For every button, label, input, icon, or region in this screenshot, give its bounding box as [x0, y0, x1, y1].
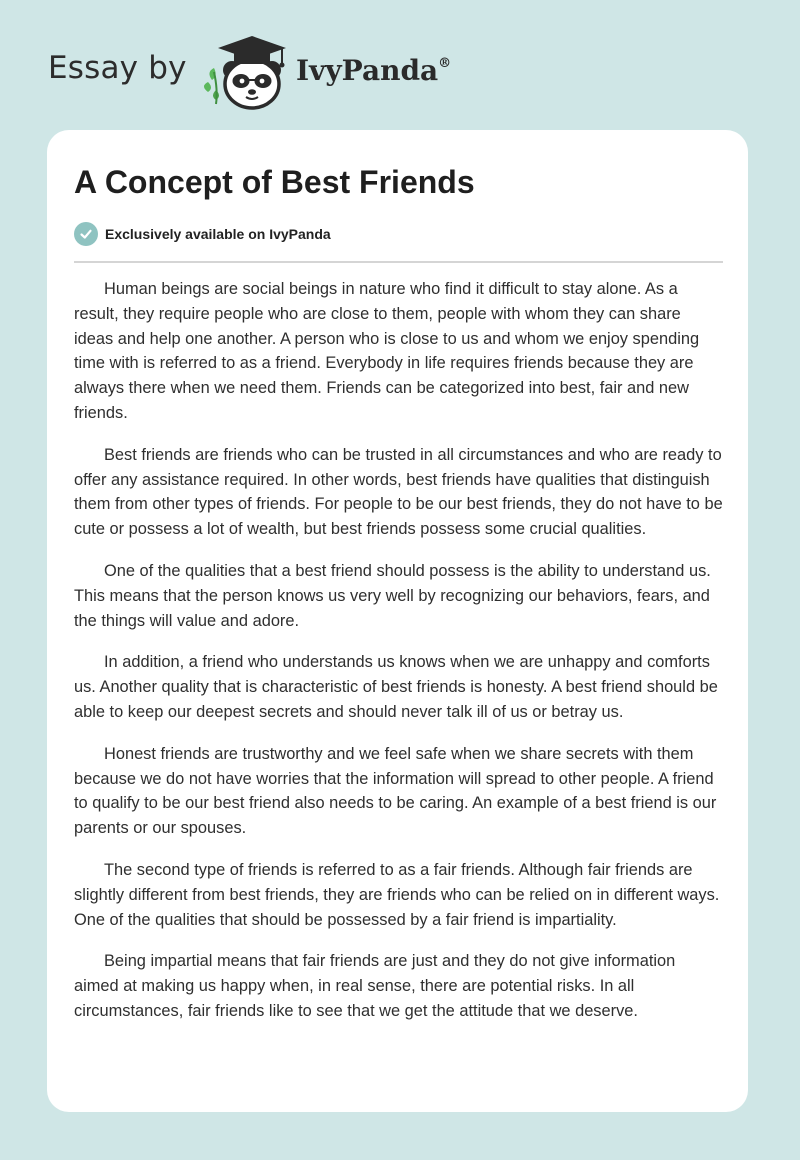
essay-paragraph: The second type of friends is referred to as a fair friends. Although fair friends are slightly different from best friends, they are friends who can be relied on in different ways. One of the qualities that should be possessed by a fair friend is impartiality. [74, 860, 720, 929]
panda-logo-icon [202, 34, 292, 110]
essay-card [47, 130, 748, 1112]
essay-paragraph: One of the qualities that a best friend should possess is the ability to understand us. This means that the person knows us very well by recognizing our behaviors, fears, and the things will value and adore. [74, 561, 711, 630]
registered-mark: ® [438, 56, 452, 71]
essay-paragraph: In addition, a friend who understands us knows when we are unhappy and comforts us. Another quality that is characteristic of best friends is honesty. A best friend should be able to keep our deepest secrets and should never talk ill of us or betray us. [74, 653, 718, 721]
site-header [48, 30, 748, 110]
essay-paragraph: Human beings are social beings in nature who find it difficult to stay alone. As a result, they require people who are close to them, people with whom they can share ideas and help one another. A person who is close to us and whom we enjoy spending time with is referred to as a friend. Everybody in life requires friends because they are always there when we need them. Friends can be categorized into best, fair and new friends. [74, 280, 700, 422]
essay-title: A Concept of Best Friends [74, 164, 475, 200]
title-divider [74, 261, 723, 263]
exclusive-badge-text: Exclusively available on IvyPanda [105, 226, 331, 242]
exclusive-badge [74, 222, 331, 246]
essay-paragraph: Being impartial means that fair friends are just and they do not give information aimed at making us happy when, in real sense, there are potential risks. In all circumstances, fair friends like to see that we get the attitude that we deserve. [74, 952, 676, 1020]
essay-by-label: Essay by [48, 50, 187, 86]
essay-body [74, 277, 724, 1041]
essay-paragraph: Best friends are friends who can be trusted in all circumstances and who are ready to offer any assistance required. In other words, best friends have qualities that distinguish them from other types of friends. For people to be our best friends, they do not have to be cute or possess a lot of wealth, but best friends possess some crucial qualities. [74, 445, 723, 539]
brand-name: IvyPanda® [296, 54, 452, 87]
essay-paragraph: Honest friends are trustworthy and we feel safe when we share secrets with them because we do not have worries that the information will spread to other people. A friend to qualify to be our best friend also needs to be caring. An example of a best friend is our parents or our spouses. [74, 744, 717, 838]
check-circle-icon [74, 222, 98, 246]
